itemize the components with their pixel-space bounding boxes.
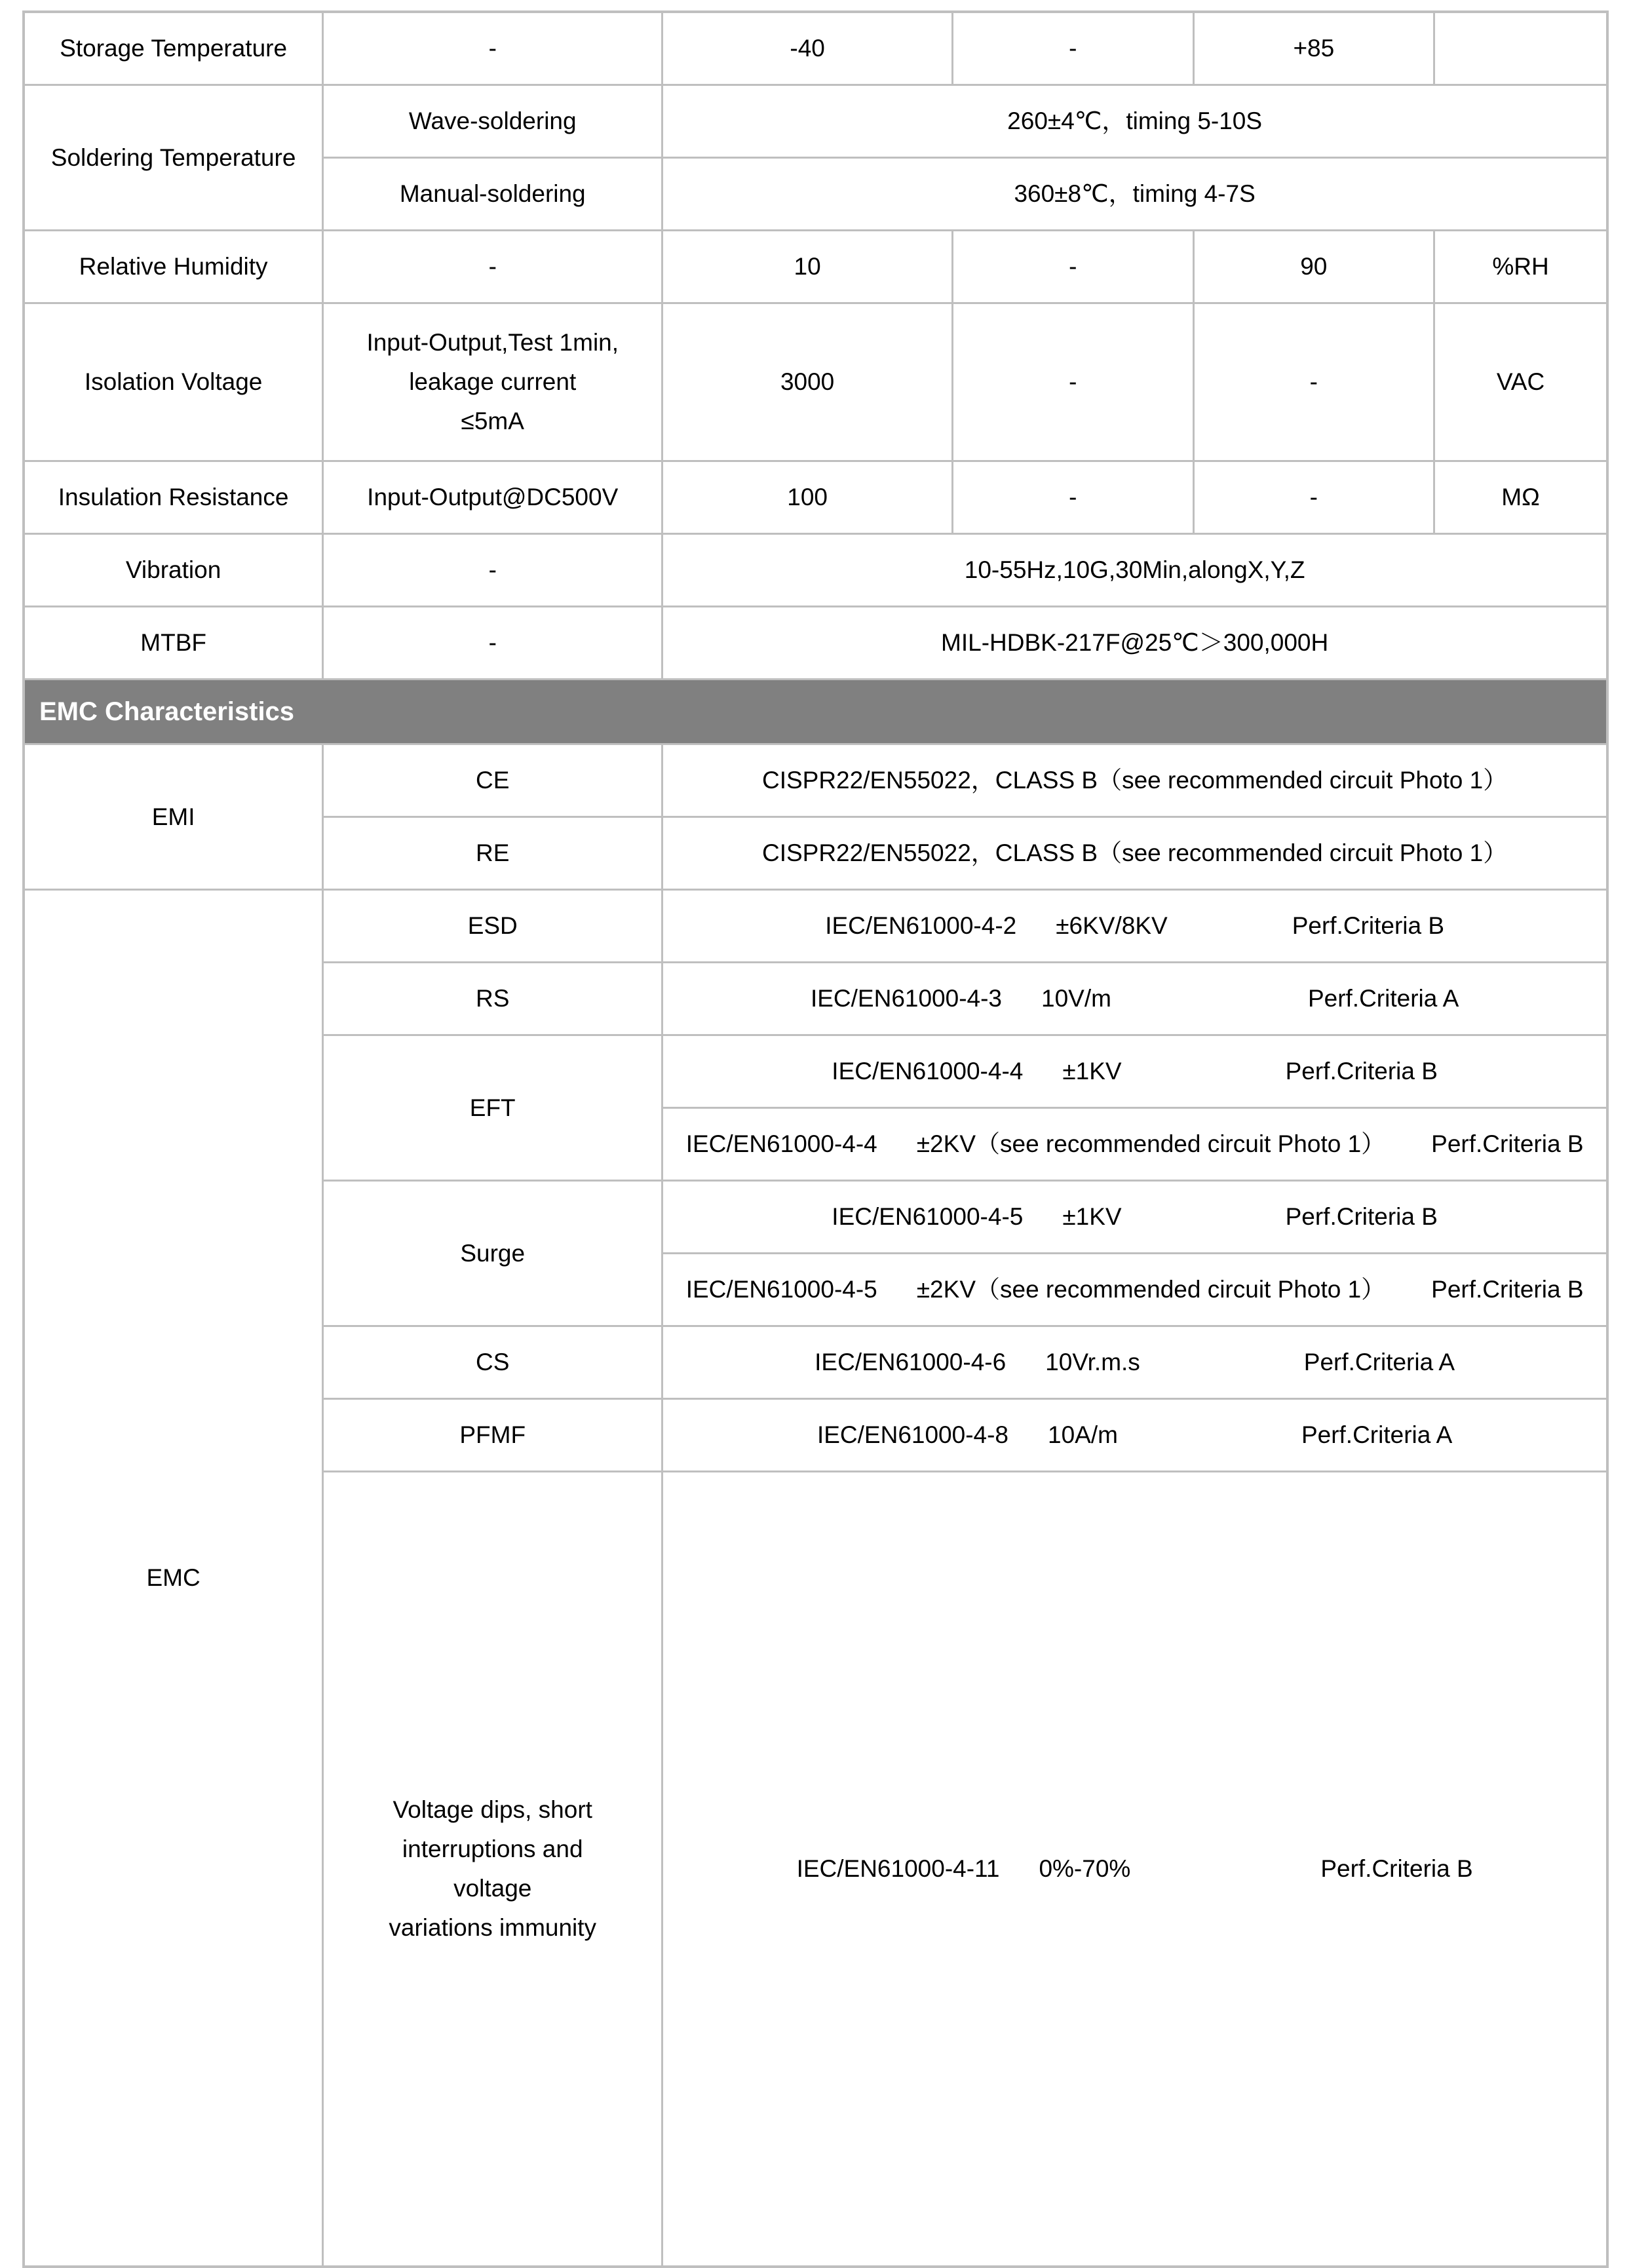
isolation-condition-line-1: Input-Output,Test 1min,: [366, 329, 619, 356]
param-unit-storage-temperature: [1434, 12, 1607, 85]
emc-test-cs: CS: [323, 1326, 662, 1399]
group-label-emc: EMC: [24, 890, 323, 2267]
emc-detail-pfmf: [662, 1399, 1607, 1472]
param-name-isolation-voltage: Isolation Voltage: [24, 303, 323, 461]
emc-level-rs: 10V/m: [1041, 985, 1111, 1012]
emi-detail-ce: CISPR22/EN55022，CLASS B（see recommended circuit Photo 1）: [662, 744, 1607, 817]
isolation-condition-line-2: leakage current: [409, 368, 577, 396]
param-max-insulation-resistance: -: [1193, 461, 1434, 534]
emc-test-esd: ESD: [323, 890, 662, 963]
param-typ-insulation-resistance: -: [953, 461, 1194, 534]
emc-criteria-pfmf: Perf.Criteria A: [1301, 1421, 1453, 1449]
emc-criteria-rs: Perf.Criteria A: [1307, 985, 1459, 1012]
emc-criteria-eft-1: Perf.Criteria B: [1285, 1058, 1438, 1085]
voltage-dips-line-1: Voltage dips, short: [393, 1796, 592, 1824]
emc-level-surge-2: ±2KV（see recommended circuit Photo 1）: [916, 1276, 1386, 1303]
param-unit-isolation-voltage: VAC: [1434, 303, 1607, 461]
param-name-mtbf: MTBF: [24, 607, 323, 680]
voltage-dips-line-2: interruptions and: [402, 1836, 583, 1863]
param-condition-manual-soldering: Manual-soldering: [323, 158, 662, 231]
emc-criteria-surge-1: Perf.Criteria B: [1285, 1203, 1438, 1231]
table-row: [24, 890, 1607, 963]
emc-standard-cs: IEC/EN61000-4-6: [815, 1349, 1007, 1376]
emc-standard-rs: IEC/EN61000-4-3: [810, 985, 1003, 1012]
param-value-vibration: 10-55Hz,10G,30Min,alongX,Y,Z: [662, 534, 1607, 607]
param-min-insulation-resistance: 100: [662, 461, 953, 534]
emc-level-cs: 10Vr.m.s: [1045, 1349, 1140, 1376]
emc-standard-voltage-dips: IEC/EN61000-4-11: [796, 1855, 1000, 1883]
emc-level-surge-1: ±1KV: [1062, 1203, 1122, 1231]
table-row: [24, 461, 1607, 534]
voltage-dips-line-4: variations immunity: [389, 1913, 597, 1941]
param-min-relative-humidity: 10: [662, 231, 953, 303]
emc-level-voltage-dips: 0%-70%: [1039, 1855, 1131, 1883]
param-value-wave-soldering: 260±4℃，timing 5-10S: [662, 85, 1607, 158]
emc-standard-surge-2: IEC/EN61000-4-5: [685, 1276, 877, 1303]
param-condition-relative-humidity: -: [323, 231, 662, 303]
param-min-storage-temperature: -40: [662, 12, 953, 85]
emc-test-surge: Surge: [323, 1181, 662, 1326]
emc-test-pfmf: PFMF: [323, 1399, 662, 1472]
param-name-relative-humidity: Relative Humidity: [24, 231, 323, 303]
param-name-vibration: Vibration: [24, 534, 323, 607]
emc-test-eft: EFT: [323, 1035, 662, 1181]
emc-criteria-eft-2: Perf.Criteria B: [1431, 1130, 1584, 1158]
param-value-manual-soldering: 360±8℃，timing 4-7S: [662, 158, 1607, 231]
table-row: [24, 231, 1607, 303]
emc-level-pfmf: 10A/m: [1048, 1421, 1118, 1449]
param-typ-storage-temperature: -: [953, 12, 1194, 85]
emi-detail-re: CISPR22/EN55022，CLASS B（see recommended circuit Photo 1）: [662, 817, 1607, 890]
table-row: [24, 303, 1607, 461]
param-condition-isolation-voltage: [323, 303, 662, 461]
emc-level-eft-2: ±2KV（see recommended circuit Photo 1）: [916, 1130, 1386, 1158]
emc-standard-eft-2: IEC/EN61000-4-4: [685, 1130, 877, 1158]
emi-test-re: RE: [323, 817, 662, 890]
param-name-storage-temperature: Storage Temperature: [24, 12, 323, 85]
param-min-isolation-voltage: 3000: [662, 303, 953, 461]
emc-standard-surge-1: IEC/EN61000-4-5: [832, 1203, 1024, 1231]
emc-test-voltage-dips: [323, 1472, 662, 2267]
param-max-relative-humidity: 90: [1193, 231, 1434, 303]
emc-detail-rs: [662, 963, 1607, 1035]
table-row: [24, 534, 1607, 607]
param-condition-vibration: -: [323, 534, 662, 607]
param-typ-relative-humidity: -: [953, 231, 1194, 303]
table-row: [24, 85, 1607, 158]
emc-criteria-surge-2: Perf.Criteria B: [1431, 1276, 1584, 1303]
emc-detail-eft-2: [662, 1108, 1607, 1181]
emc-detail-eft-1: [662, 1035, 1607, 1108]
param-value-mtbf: MIL-HDBK-217F@25℃＞300,000H: [662, 607, 1607, 680]
emc-standard-eft-1: IEC/EN61000-4-4: [832, 1058, 1024, 1085]
param-name-insulation-resistance: Insulation Resistance: [24, 461, 323, 534]
voltage-dips-line-3: voltage: [453, 1875, 532, 1902]
emc-detail-voltage-dips: [662, 1472, 1607, 2267]
emc-detail-cs: [662, 1326, 1607, 1399]
param-max-isolation-voltage: -: [1193, 303, 1434, 461]
table-row: [24, 12, 1607, 85]
param-condition-storage-temperature: -: [323, 12, 662, 85]
emc-detail-surge-1: [662, 1181, 1607, 1254]
emi-test-ce: CE: [323, 744, 662, 817]
emc-level-esd: ±6KV/8KV: [1056, 912, 1168, 940]
param-unit-relative-humidity: %RH: [1434, 231, 1607, 303]
emc-criteria-voltage-dips: Perf.Criteria B: [1320, 1855, 1473, 1883]
emc-criteria-esd: Perf.Criteria B: [1292, 912, 1445, 940]
param-max-storage-temperature: +85: [1193, 12, 1434, 85]
param-name-soldering-temperature: Soldering Temperature: [24, 85, 323, 231]
emc-standard-pfmf: IEC/EN61000-4-8: [816, 1421, 1009, 1449]
isolation-condition-line-3: ≤5mA: [461, 407, 524, 434]
param-unit-insulation-resistance: MΩ: [1434, 461, 1607, 534]
emc-level-eft-1: ±1KV: [1062, 1058, 1122, 1085]
section-title-emc-characteristics: EMC Characteristics: [24, 680, 1607, 744]
param-condition-insulation-resistance: Input-Output@DC500V: [323, 461, 662, 534]
specifications-table: [22, 10, 1609, 2268]
section-header-row: [24, 680, 1607, 744]
table-row: [24, 607, 1607, 680]
group-label-emi: EMI: [24, 744, 323, 890]
param-typ-isolation-voltage: -: [953, 303, 1194, 461]
emc-criteria-cs: Perf.Criteria A: [1303, 1349, 1455, 1376]
emc-test-rs: RS: [323, 963, 662, 1035]
emc-detail-esd: [662, 890, 1607, 963]
param-condition-mtbf: -: [323, 607, 662, 680]
param-condition-wave-soldering: Wave-soldering: [323, 85, 662, 158]
emc-detail-surge-2: [662, 1254, 1607, 1326]
table-row: [24, 744, 1607, 817]
emc-standard-esd: IEC/EN61000-4-2: [825, 912, 1017, 940]
